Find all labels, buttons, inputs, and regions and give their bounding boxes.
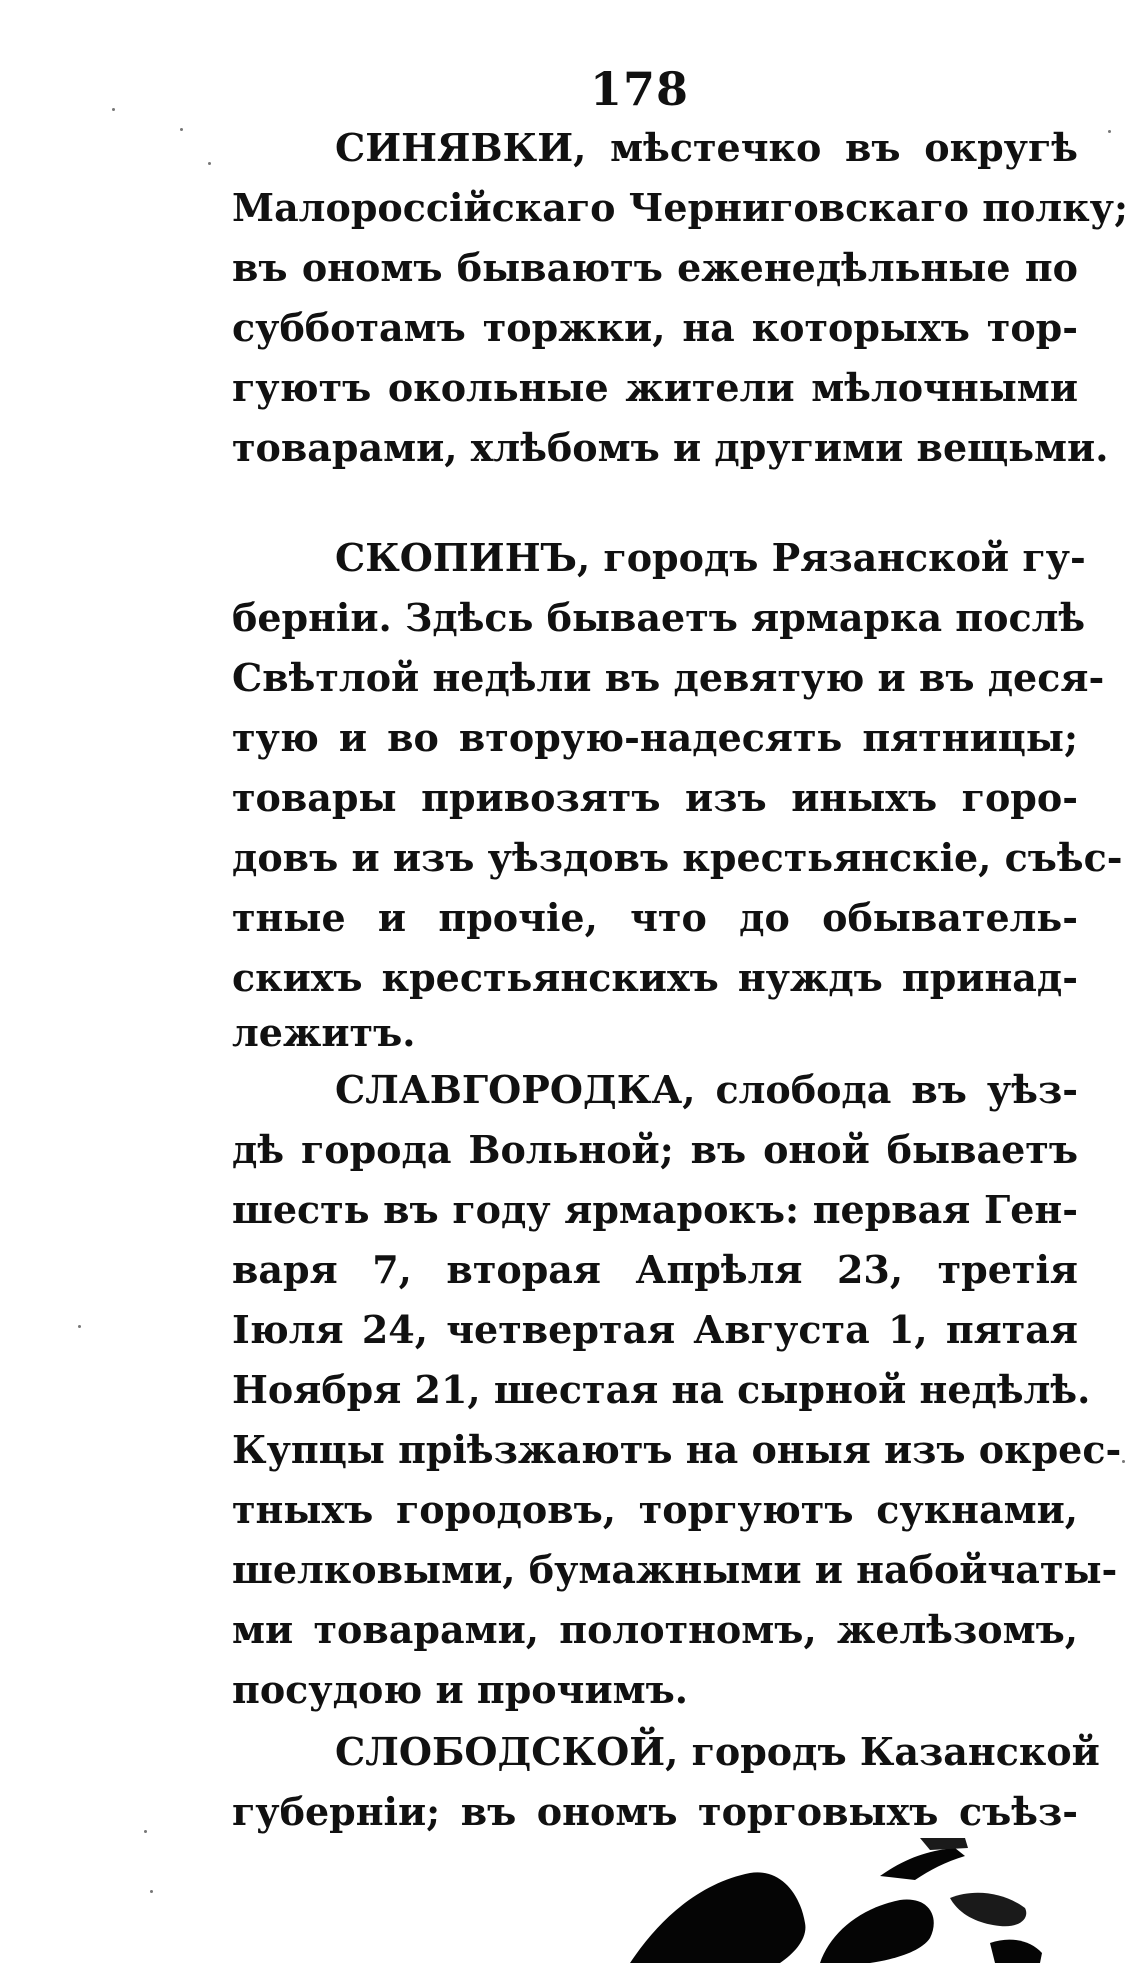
text-line: Свѣтлой недѣли въ девятую и въ деся- bbox=[232, 655, 1105, 700]
scan-speck bbox=[78, 1325, 81, 1328]
text-line: шесть въ году ярмарокъ: первая Ген- bbox=[232, 1187, 1078, 1232]
scan-speck bbox=[1122, 1460, 1125, 1463]
text-line: товарами, хлѣбомъ и другими вещьми. bbox=[232, 425, 1109, 470]
text-line: въ ономъ бываютъ еженедѣльные по bbox=[232, 245, 1078, 290]
scan-speck bbox=[1108, 130, 1111, 133]
text-line: субботамъ торжки, на которыхъ тор- bbox=[232, 305, 1078, 350]
text-line: СЛАВГОРОДКА, слобода въ уѣз- bbox=[335, 1067, 1078, 1112]
text-line: шелковыми, бумажными и набойчаты- bbox=[232, 1547, 1118, 1592]
text-line: берніи. Здѣсь бываетъ ярмарка послѣ bbox=[232, 595, 1086, 640]
text-line: посудою и прочимъ. bbox=[232, 1667, 689, 1712]
text-line: скихъ крестьянскихъ нуждъ принад- bbox=[232, 955, 1078, 1000]
text-line: тую и во вторую-надесять пятницы; bbox=[232, 715, 1078, 760]
text-line: довъ и изъ уѣздовъ крестьянскіе, съѣс- bbox=[232, 835, 1123, 880]
text-line: СЛОБОДСКОЙ, городъ Казанской bbox=[335, 1729, 1100, 1774]
text-line: лежитъ. bbox=[232, 1010, 416, 1055]
text-line: Іюля 24, четвертая Августа 1, пятая bbox=[232, 1307, 1078, 1352]
scan-speck bbox=[208, 162, 211, 165]
text-line: дѣ города Вольной; въ оной бываетъ bbox=[232, 1127, 1078, 1172]
page-number: 178 bbox=[590, 62, 690, 116]
scan-speck bbox=[150, 1890, 153, 1893]
text-line: Ноября 21, шестая на сырной недѣлѣ. bbox=[232, 1367, 1091, 1412]
text-line: гуютъ окольные жители мѣлочными bbox=[232, 365, 1078, 410]
text-line: СИНЯВКИ, мѣстечко въ округѣ bbox=[335, 125, 1078, 170]
scan-speck bbox=[144, 1830, 147, 1833]
text-line: Купцы пріѣзжаютъ на оныя изъ окрес- bbox=[232, 1427, 1122, 1472]
scan-speck bbox=[112, 108, 115, 111]
scan-speck bbox=[180, 128, 183, 131]
text-line: варя 7, вторая Апрѣля 23, третія bbox=[232, 1247, 1078, 1292]
text-line: тные и прочіе, что до обыватель- bbox=[232, 895, 1078, 940]
text-line: ми товарами, полотномъ, желѣзомъ, bbox=[232, 1607, 1078, 1652]
text-line: Малороссійскаго Черниговскаго полку; bbox=[232, 185, 1128, 230]
text-line: тныхъ городовъ, торгуютъ сукнами, bbox=[232, 1487, 1078, 1532]
text-line: СКОПИНЪ, городъ Рязанской гу- bbox=[335, 535, 1086, 580]
text-line: товары привозятъ изъ иныхъ горо- bbox=[232, 775, 1078, 820]
text-line: губерніи; въ ономъ торговыхъ съѣз- bbox=[232, 1789, 1078, 1834]
ink-smudge bbox=[630, 1838, 1110, 1963]
